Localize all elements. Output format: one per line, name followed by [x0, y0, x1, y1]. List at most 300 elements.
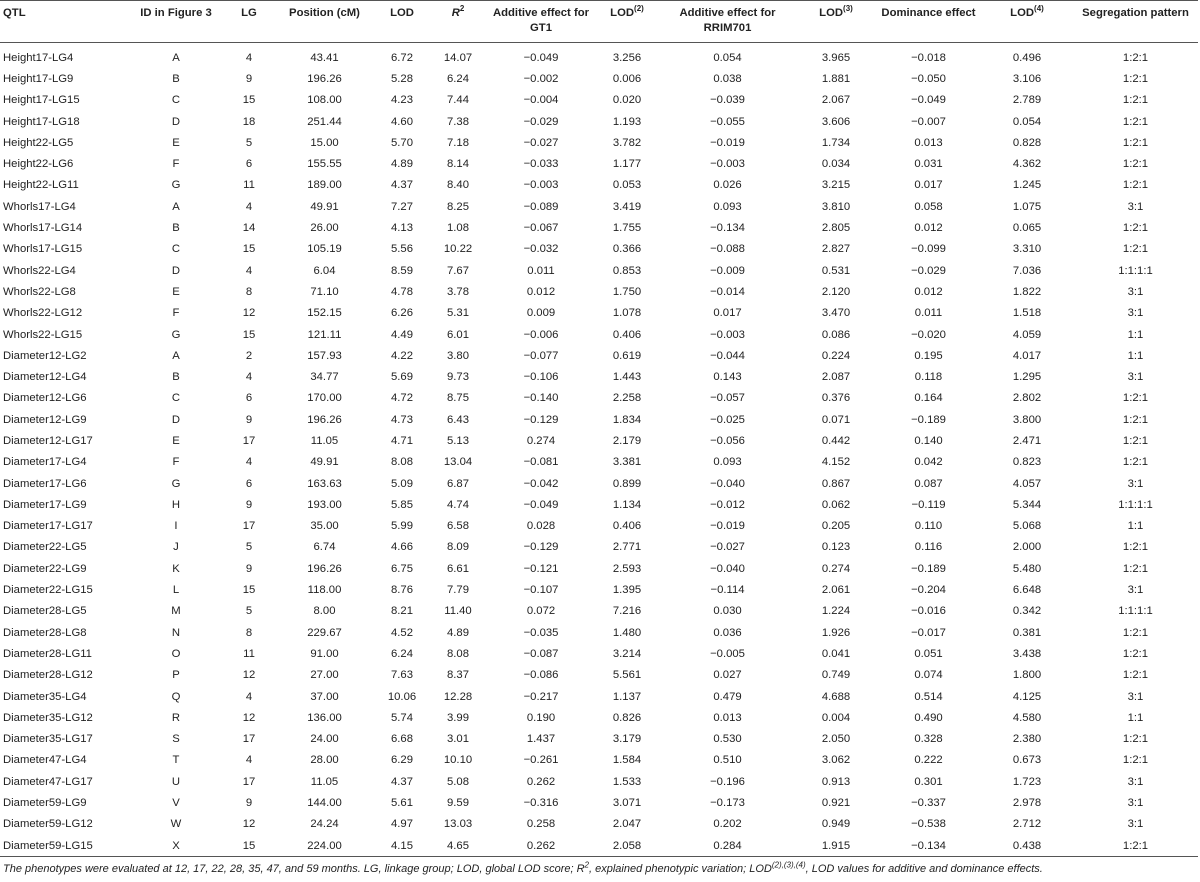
additive-gt1-cell: −0.107	[523, 584, 559, 597]
lod4-cell: 1.518	[1012, 307, 1042, 320]
lod3-cell: 2.067	[821, 94, 851, 107]
lod3-cell: 0.274	[821, 562, 851, 575]
additive-rrim701-cell: −0.040	[710, 477, 745, 490]
additive-gt1-cell: −0.067	[523, 222, 559, 235]
qtl-cell: Diameter28-LG8	[3, 626, 87, 639]
id-cell: A	[172, 200, 180, 213]
lod2-cell: 1.134	[612, 498, 642, 511]
r2-cell: 4.89	[447, 626, 469, 639]
r2-cell: 7.79	[447, 584, 469, 597]
position-cell: 157.93	[307, 349, 342, 362]
r2-cell: 6.58	[447, 520, 469, 533]
lod2-cell: 1.177	[612, 158, 642, 171]
dominance-cell: 0.051	[914, 647, 943, 660]
r2-cell: 6.61	[447, 562, 469, 575]
lod2-cell: 3.381	[612, 456, 642, 469]
lod2-cell: 1.137	[612, 690, 642, 703]
lod3-cell: 0.034	[821, 158, 851, 171]
lod4-cell: 3.800	[1012, 413, 1042, 426]
lod-cell: 4.15	[375, 835, 429, 857]
position-cell: 27.00	[310, 669, 339, 682]
lg-cell: 12	[242, 307, 256, 320]
table-row	[0, 90, 1198, 111]
lod4-cell: 6.648	[1012, 584, 1042, 597]
segregation-cell: 1:1:1:1	[1118, 264, 1153, 277]
segregation-cell: 3:1	[1127, 285, 1144, 298]
additive-gt1-cell: 0.258	[526, 818, 556, 831]
qtl-cell: Diameter22-LG15	[3, 584, 93, 597]
lg-cell: 4	[245, 456, 253, 469]
lod4-cell: 0.673	[1012, 754, 1042, 767]
dominance-cell: −0.337	[911, 797, 946, 810]
lod2-cell: 0.020	[612, 94, 642, 107]
lod-cell: 4.73	[391, 413, 413, 426]
lod3-cell: 0.086	[821, 328, 851, 341]
position-cell: 121.11	[307, 328, 342, 341]
position-cell: 229.67	[307, 626, 342, 639]
segregation-cell: 1:2:1	[1122, 434, 1149, 447]
lod-cell: 4.89	[391, 158, 413, 171]
lod3-cell: 0.062	[821, 498, 851, 511]
segregation-cell: 1:2:1	[1122, 392, 1149, 405]
lod2-cell: 0.366	[612, 243, 642, 256]
position-cell: 224.00	[274, 835, 375, 857]
additive-gt1-cell: −0.087	[523, 647, 559, 660]
table-row	[0, 239, 1198, 260]
id-cell: D	[171, 264, 181, 277]
additive-gt1-cell: −0.049	[523, 498, 559, 511]
lod2-cell: 3.179	[612, 733, 642, 746]
lod2-cell: 2.047	[612, 818, 642, 831]
lod3-cell: 0.531	[821, 264, 851, 277]
lod-cell: 4.22	[391, 349, 413, 362]
lod-cell: 5.09	[391, 477, 413, 490]
id-cell: J	[173, 541, 179, 554]
dominance-cell: −0.119	[911, 498, 946, 511]
lod2-cell: 1.750	[612, 285, 642, 298]
r2-cell: 8.75	[447, 392, 469, 405]
id-cell: B	[172, 371, 180, 384]
lg-cell: 9	[245, 562, 253, 575]
qtl-cell: Diameter12-LG9	[3, 413, 87, 426]
id-cell: C	[171, 94, 181, 107]
lod2-cell: 0.053	[612, 179, 642, 192]
dominance-cell: 0.042	[914, 456, 943, 469]
segregation-cell: 1:1	[1127, 349, 1144, 362]
id-cell: F	[172, 158, 180, 171]
position-cell: 196.26	[307, 72, 342, 85]
segregation-cell: 1:1:1:1	[1118, 605, 1153, 618]
lod-cell: 5.61	[391, 797, 413, 810]
qtl-cell: Whorls17-LG4	[3, 200, 76, 213]
lod4-cell: 4.125	[1012, 690, 1042, 703]
lod4-cell: 3.438	[1012, 647, 1042, 660]
dominance-cell: 0.087	[914, 477, 943, 490]
position-cell: 35.00	[310, 520, 339, 533]
lg-cell: 12	[242, 711, 256, 724]
segregation-cell: 1:1:1:1	[1118, 498, 1153, 511]
qtl-cell: Height22-LG11	[3, 179, 79, 192]
id-cell: B	[172, 222, 180, 235]
qtl-cell: Diameter59-LG9	[3, 797, 87, 810]
id-cell: C	[171, 392, 181, 405]
segregation-cell: 1:2:1	[1122, 115, 1149, 128]
position-cell: 251.44	[307, 115, 342, 128]
additive-gt1-cell: −0.217	[523, 690, 559, 703]
dominance-cell: 0.328	[914, 733, 943, 746]
lod3-cell: 3.470	[821, 307, 851, 320]
lod3-cell: 1.734	[821, 136, 851, 149]
header-position: Position (cM)	[274, 1, 375, 43]
r2-cell: 5.08	[447, 775, 469, 788]
additive-rrim701-cell: −0.134	[710, 222, 745, 235]
segregation-cell: 1:2:1	[1122, 669, 1149, 682]
segregation-cell: 1:2:1	[1122, 94, 1149, 107]
additive-gt1-cell: 0.012	[526, 285, 556, 298]
dominance-cell: 0.118	[914, 371, 943, 384]
qtl-cell: Diameter12-LG2	[3, 349, 87, 362]
id-cell: N	[171, 626, 181, 639]
table-row	[0, 43, 1198, 69]
additive-rrim701-cell: −0.027	[710, 541, 745, 554]
position-cell: 71.10	[310, 285, 339, 298]
table-row	[0, 68, 1198, 89]
position-cell: 49.91	[310, 200, 339, 213]
additive-gt1-cell: −0.106	[523, 371, 559, 384]
header-lod4: LOD$^{(4)}$	[981, 1, 1073, 43]
lg-cell: 4	[245, 51, 253, 64]
lg-cell: 6	[245, 392, 253, 405]
table-row	[0, 217, 1198, 238]
additive-rrim701-cell: −0.003	[710, 328, 745, 341]
lod-cell: 6.72	[391, 51, 413, 64]
additive-gt1-cell: −0.129	[523, 541, 559, 554]
table-row	[0, 579, 1198, 600]
lod4-cell: 0.496	[1012, 51, 1042, 64]
lod4-cell: 5.344	[1012, 498, 1042, 511]
header-segregation: Segregation pattern	[1073, 1, 1198, 43]
lod4-cell: 4.580	[1012, 711, 1042, 724]
dominance-cell: 0.012	[914, 222, 943, 235]
additive-rrim701-cell: −0.088	[710, 243, 745, 256]
table-row	[0, 707, 1198, 728]
header-r2: $R^2$	[429, 1, 487, 43]
lod2-cell: 1.834	[612, 413, 642, 426]
dominance-cell: 0.058	[914, 200, 943, 213]
additive-gt1-cell: 1.437	[526, 733, 556, 746]
additive-rrim701-cell: 0.530	[713, 733, 742, 746]
additive-rrim701-cell: −0.039	[710, 94, 745, 107]
qtl-cell: Diameter47-LG4	[3, 754, 87, 767]
additive-rrim701-cell: 0.093	[713, 200, 742, 213]
qtl-cell: Height17-LG9	[3, 72, 74, 85]
lg-cell: 9	[245, 413, 253, 426]
additive-rrim701-cell: 0.202	[713, 818, 742, 831]
additive-gt1-cell: 0.262	[487, 835, 595, 857]
lod2-cell: 1.193	[612, 115, 642, 128]
qtl-cell: Diameter12-LG6	[3, 392, 87, 405]
table-row	[0, 388, 1198, 409]
qtl-cell: Height17-LG4	[3, 51, 74, 64]
id-cell: F	[172, 456, 180, 469]
lg-cell: 8	[245, 626, 253, 639]
lod2-cell: 2.058	[595, 835, 659, 857]
r2-cell: 4.65	[429, 835, 487, 857]
position-cell: 193.00	[307, 498, 342, 511]
dominance-cell: −0.020	[911, 328, 946, 341]
additive-gt1-cell: −0.129	[523, 413, 559, 426]
lod-cell: 8.76	[391, 584, 413, 597]
table-row	[0, 260, 1198, 281]
additive-rrim701-cell: 0.093	[713, 456, 742, 469]
dominance-cell: 0.195	[914, 349, 943, 362]
table-row	[0, 196, 1198, 217]
additive-gt1-cell: −0.140	[523, 392, 559, 405]
additive-gt1-cell: −0.035	[523, 626, 559, 639]
id-cell: B	[172, 72, 180, 85]
r2-cell: 3.99	[447, 711, 469, 724]
lod2-cell: 0.406	[612, 520, 642, 533]
position-cell: 6.04	[313, 264, 336, 277]
lg-cell: 12	[242, 818, 256, 831]
r2-cell: 8.08	[447, 647, 469, 660]
lod2-cell: 3.419	[612, 200, 642, 213]
dominance-cell: −0.189	[911, 562, 946, 575]
lod-cell: 4.66	[391, 541, 413, 554]
lg-cell: 15	[242, 584, 256, 597]
r2-cell: 3.78	[447, 285, 469, 298]
lod4-cell: 1.723	[1012, 775, 1042, 788]
position-cell: 28.00	[310, 754, 339, 767]
r2-cell: 8.14	[447, 158, 469, 171]
dominance-cell: 0.017	[914, 179, 943, 192]
qtl-cell: Diameter17-LG4	[3, 456, 87, 469]
lod3-cell: 1.881	[821, 72, 851, 85]
lod-cell: 5.85	[391, 498, 413, 511]
qtl-cell: Whorls17-LG15	[3, 243, 83, 256]
additive-gt1-cell: 0.262	[526, 775, 556, 788]
lod4-cell: 0.065	[1012, 222, 1042, 235]
additive-rrim701-cell: −0.012	[710, 498, 745, 511]
id-cell: V	[172, 797, 180, 810]
lod3-cell: 0.867	[821, 477, 851, 490]
qtl-cell: Diameter17-LG6	[3, 477, 87, 490]
lod4-cell: 5.068	[1012, 520, 1042, 533]
segregation-cell: 3:1	[1127, 775, 1144, 788]
lg-cell: 14	[242, 222, 256, 235]
lod4-cell: 2.802	[1012, 392, 1042, 405]
lod4-cell: 0.381	[1012, 626, 1042, 639]
lod4-cell: 2.000	[1012, 541, 1042, 554]
additive-gt1-cell: −0.006	[523, 328, 559, 341]
lod4-cell: 2.380	[1012, 733, 1042, 746]
lod4-cell: 4.017	[1012, 349, 1042, 362]
qtl-cell: Diameter28-LG11	[3, 647, 92, 660]
lg-cell: 4	[245, 371, 253, 384]
segregation-cell: 1:2:1	[1122, 456, 1149, 469]
lod2-cell: 1.533	[612, 775, 642, 788]
lod3-cell: 0.004	[821, 711, 851, 724]
lod3-cell: 2.120	[821, 285, 851, 298]
additive-gt1-cell: −0.004	[523, 94, 559, 107]
table-row	[0, 494, 1198, 515]
table-row	[0, 771, 1198, 792]
lod-cell: 6.26	[391, 307, 413, 320]
lod-cell: 5.28	[391, 72, 413, 85]
id-cell: D	[171, 413, 181, 426]
segregation-cell: 3:1	[1127, 584, 1144, 597]
table-row	[0, 792, 1198, 813]
segregation-cell: 1:2:1	[1122, 733, 1149, 746]
lg-cell: 2	[245, 349, 253, 362]
lod-cell: 8.21	[391, 605, 413, 618]
additive-rrim701-cell: −0.019	[710, 520, 745, 533]
lod4-cell: 0.823	[1012, 456, 1042, 469]
lod2-cell: 2.258	[612, 392, 642, 405]
lod4-cell: 5.480	[1012, 562, 1042, 575]
r2-cell: 1.08	[447, 222, 469, 235]
lod-cell: 5.56	[391, 243, 413, 256]
segregation-cell: 1:2:1	[1122, 222, 1149, 235]
lod4-cell: 4.362	[1012, 158, 1042, 171]
lod4-cell: 0.054	[1012, 115, 1042, 128]
lod2-cell: 1.755	[612, 222, 642, 235]
lod4-cell: 1.075	[1012, 200, 1042, 213]
lod2-cell: 0.853	[612, 264, 642, 277]
table-row	[0, 452, 1198, 473]
r2-cell: 7.18	[447, 136, 469, 149]
header-additive-gt1: Additive effect for GT1	[487, 1, 595, 43]
r2-cell: 12.28	[443, 690, 473, 703]
segregation-cell: 1:2:1	[1122, 541, 1149, 554]
additive-gt1-cell: −0.042	[523, 477, 559, 490]
header-additive-rrim701: Additive effect for RRIM701	[659, 1, 796, 43]
lod4-cell: 1.822	[1012, 285, 1042, 298]
lg-cell: 6	[245, 477, 253, 490]
segregation-cell: 1:2:1	[1122, 136, 1149, 149]
additive-gt1-cell: −0.316	[523, 797, 559, 810]
lod4-cell: 1.800	[1012, 669, 1042, 682]
segregation-cell: 1:2:1	[1122, 413, 1149, 426]
dominance-cell: −0.099	[911, 243, 946, 256]
lod2-cell: 1.480	[612, 626, 642, 639]
header-qtl: QTL	[0, 1, 128, 43]
additive-rrim701-cell: 0.013	[713, 711, 742, 724]
position-cell: 24.24	[310, 818, 339, 831]
lg-cell: 17	[242, 520, 256, 533]
lod3-cell: 0.376	[821, 392, 851, 405]
lod3-cell: 0.041	[821, 647, 851, 660]
r2-cell: 7.38	[447, 115, 469, 128]
lod3-cell: 0.071	[821, 413, 851, 426]
qtl-cell: Diameter35-LG17	[3, 733, 93, 746]
qtl-cell: Whorls22-LG8	[3, 285, 76, 298]
lod-cell: 5.74	[391, 711, 413, 724]
lod2-cell: 0.619	[612, 349, 642, 362]
segregation-cell: 1:2:1	[1122, 562, 1149, 575]
dominance-cell: −0.029	[911, 264, 946, 277]
lod-cell: 10.06	[387, 690, 417, 703]
lod3-cell: 0.205	[821, 520, 851, 533]
lod-cell: 4.37	[391, 179, 413, 192]
table-row	[0, 622, 1198, 643]
header-lod3: LOD$^{(3)}$	[796, 1, 876, 43]
lod3-cell: 2.087	[821, 371, 851, 384]
lod-cell: 5.69	[391, 371, 413, 384]
position-cell: 170.00	[307, 392, 342, 405]
lod2-cell: 7.216	[612, 605, 642, 618]
lod2-cell: 3.256	[612, 51, 642, 64]
dominance-cell: −0.050	[911, 72, 946, 85]
table-row	[0, 835, 1198, 857]
lod3-cell: 4.688	[821, 690, 851, 703]
lod3-cell: 4.152	[821, 456, 851, 469]
table-row	[0, 175, 1198, 196]
dominance-cell: 0.490	[914, 711, 943, 724]
dominance-cell: −0.007	[911, 115, 946, 128]
id-cell: E	[172, 136, 180, 149]
table-row	[0, 601, 1198, 622]
table-row	[0, 153, 1198, 174]
additive-gt1-cell: −0.077	[523, 349, 559, 362]
lod4-cell: 2.471	[1012, 434, 1042, 447]
lg-cell: 6	[245, 158, 253, 171]
lg-cell: 5	[245, 541, 253, 554]
position-cell: 136.00	[307, 711, 342, 724]
lg-cell: 9	[245, 797, 253, 810]
r2-cell: 3.80	[447, 349, 469, 362]
lod3-cell: 0.442	[821, 434, 851, 447]
lod3-cell: 0.913	[821, 775, 851, 788]
dominance-cell: 0.116	[914, 541, 943, 554]
lod3-cell: 2.805	[821, 222, 851, 235]
r2-cell: 8.40	[447, 179, 469, 192]
position-cell: 118.00	[307, 584, 342, 597]
lod4-cell: 0.828	[1012, 136, 1042, 149]
lod2-cell: 3.214	[612, 647, 642, 660]
additive-gt1-cell: −0.029	[523, 115, 559, 128]
lod4-cell: 4.057	[1012, 477, 1042, 490]
additive-gt1-cell: 0.011	[527, 264, 555, 277]
position-cell: 11.05	[310, 775, 339, 788]
position-cell: 34.77	[310, 371, 339, 384]
position-cell: 49.91	[310, 456, 339, 469]
lod3-cell: 0.949	[821, 818, 851, 831]
qtl-cell: Height17-LG18	[3, 115, 80, 128]
lod2-cell: 5.561	[612, 669, 642, 682]
id-cell: U	[171, 775, 181, 788]
dominance-cell: 0.164	[914, 392, 943, 405]
position-cell: 144.00	[307, 797, 342, 810]
additive-rrim701-cell: −0.056	[710, 434, 745, 447]
lg-cell: 17	[242, 775, 256, 788]
id-cell: A	[172, 349, 180, 362]
id-cell: M	[171, 605, 181, 618]
r2-cell: 6.43	[447, 413, 469, 426]
r2-cell: 7.67	[447, 264, 469, 277]
lod2-cell: 2.179	[612, 434, 642, 447]
table-row	[0, 558, 1198, 579]
table-footnote: The phenotypes were evaluated at 12, 17, 22, 28, 35, 47, and 59 months. LG, linkage group; LOD, global LOD score; $R^2$, explained phenotypic variation; $LOD^{(2),(3),(4)}$, LOD values for additive and dominance effects.	[3, 860, 1043, 876]
dominance-cell: −0.189	[911, 413, 946, 426]
lod-cell: 6.75	[391, 562, 413, 575]
id-cell: O	[171, 647, 181, 660]
lod4-cell: 4.059	[1012, 328, 1042, 341]
lod3-cell: 0.749	[821, 669, 851, 682]
lod3-cell: 2.050	[821, 733, 851, 746]
table-row	[0, 281, 1198, 302]
additive-gt1-cell: −0.049	[523, 51, 559, 64]
